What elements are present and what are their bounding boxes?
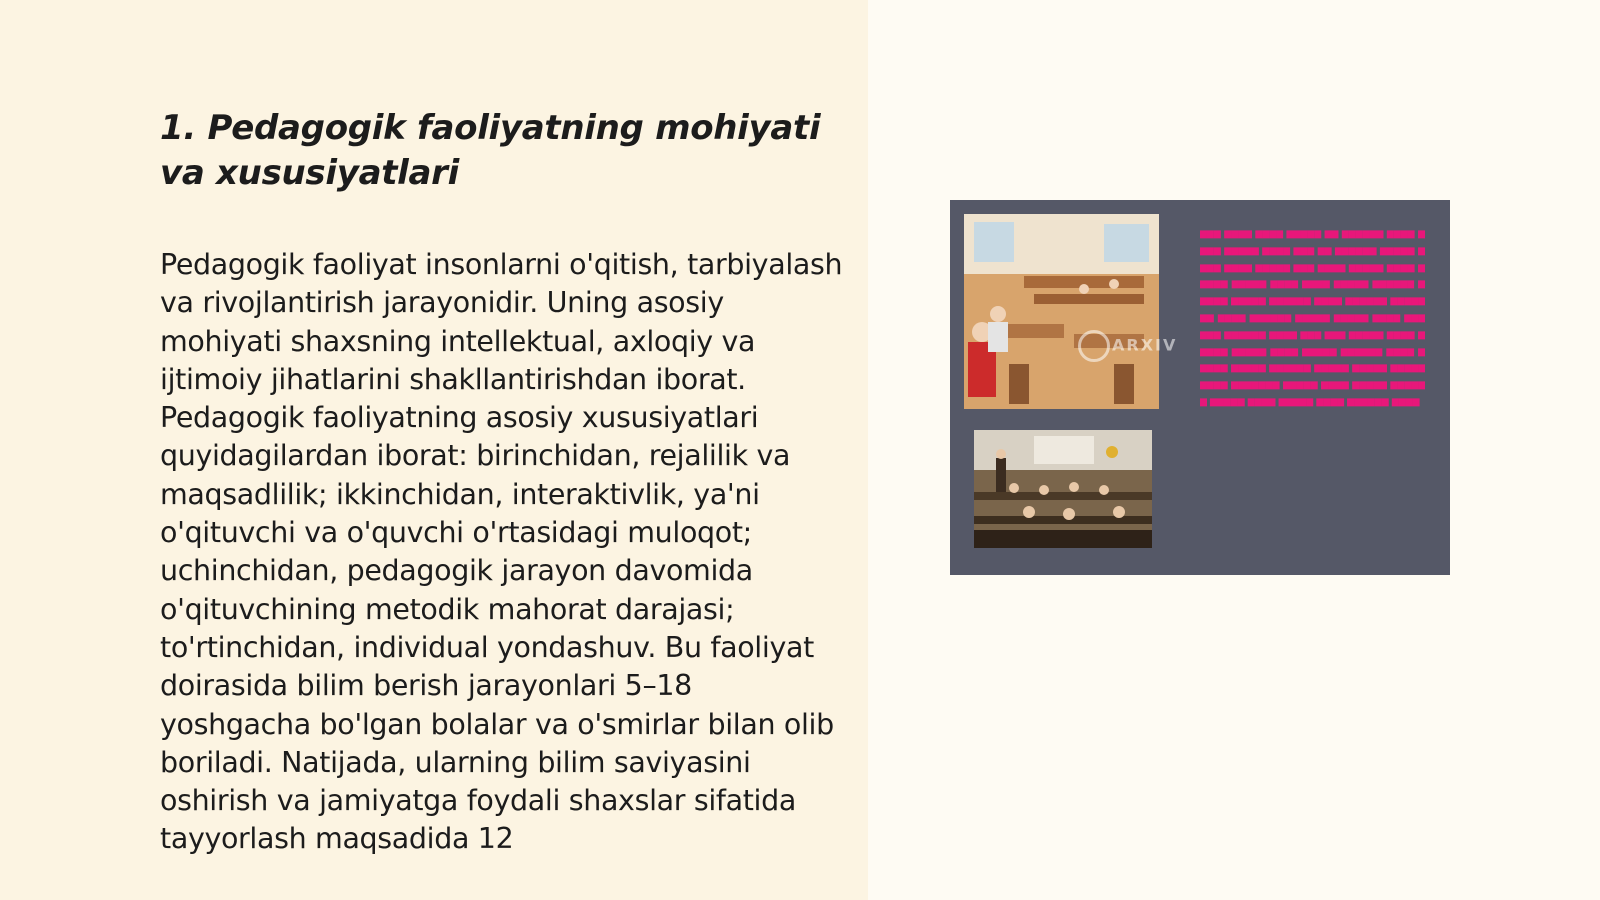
classroom-photo-top <box>964 214 1159 409</box>
classroom-photo-bottom <box>974 430 1152 548</box>
watermark-ring-icon <box>1078 330 1110 362</box>
watermark-text: ARXIV <box>1112 335 1178 355</box>
classroom-photo-bottom-illustration <box>974 430 1152 548</box>
slide-body-text: Pedagogik faoliyat insonlarni o'qitish, tarbiyalash va rivojlantirish jarayonidir. Uning asosiy mohiyati shaxsning intellektual, axloqiy va ijtimoiy jihatlarini shakllantirishdan iborat. Pedagogik faoliyatning asosiy xususiyatlari quyidagilardan iborat: birinchidan, rejalilik va maqsadlilik; ikkinchidan, interaktivlik, ya'ni o'qituvchi va o'quvchi o'rtasidagi muloqot; uchinchidan, pedagogik jarayon davomida o'qituvchining metodik mahorat darajasi; to'rtinchidan, individual yondashuv. Bu faoliyat doirasida bilim berish jarayonlari 5–18 yoshgacha bo'lgan bolalar va o'smirlar bilan olib boriladi. Natijada, ularning bilim saviyasini oshirish va jamiyatga foydali shaxslar sifatida tayyorlash maqsadida 12 <box>160 248 843 856</box>
slide-title: 1. Pedagogik faoliyatning mohiyati va xususiyatlari <box>160 108 821 193</box>
classroom-image-card <box>950 200 1450 575</box>
classroom-photo-top-illustration <box>964 214 1159 409</box>
arxiv-watermark <box>1078 330 1177 362</box>
card-illegible-text: ▆▆▆ ▆▆▆▆ ▆▆▆▆ ▆▆▆▆▆ ▆▆ ▆▆▆▆▆▆ ▆▆▆▆ ▆▆▆▆ ▆▆▆▆▆ ▆▆▆▆ ▆▆▆ ▆▆ ▆▆▆▆▆▆ ▆▆▆▆▆ ▆▆▆▆ ▆▆▆▆ ▆▆▆▆▆ ▆▆▆ ▆▆▆▆ ▆▆▆▆▆ ▆▆▆▆ ▆▆▆▆▆ ▆▆▆▆▆ ▆▆▆▆ ▆▆▆▆ ▆▆▆▆▆ ▆▆▆▆▆▆ ▆▆▆▆▆ ▆▆▆▆▆ ▆▆▆▆▆▆ ▆▆▆▆ ▆▆▆▆▆▆ ▆▆▆▆▆▆▆ ▆▆▆▆ ▆▆▆▆▆▆ ▆▆▆▆▆ ▆▆▆▆▆ ▆▆▆▆ ▆▆▆▆▆▆ ▆▆▆▆▆▆ ▆▆▆▆ ▆▆▆ ▆▆▆ ▆▆▆▆▆ ▆▆▆▆ ▆▆▆▆▆ ▆▆▆▆▆ ▆▆▆▆ ▆▆▆▆▆ ▆▆▆▆▆▆ ▆▆▆▆ ▆▆▆▆▆ ▆▆▆▆▆ ▆▆▆▆▆▆ ▆▆▆▆▆ ▆▆▆▆▆ ▆▆▆▆▆ ▆▆▆▆ ▆▆▆▆▆▆▆ ▆▆▆▆▆ ▆▆▆▆ ▆▆▆▆▆ ▆▆▆▆▆▆ ▆▆▆▆▆ ▆▆▆▆ ▆▆▆▆▆ ▆▆▆▆ ▆▆▆▆▆▆ ▆▆▆▆ <box>1200 229 1425 407</box>
